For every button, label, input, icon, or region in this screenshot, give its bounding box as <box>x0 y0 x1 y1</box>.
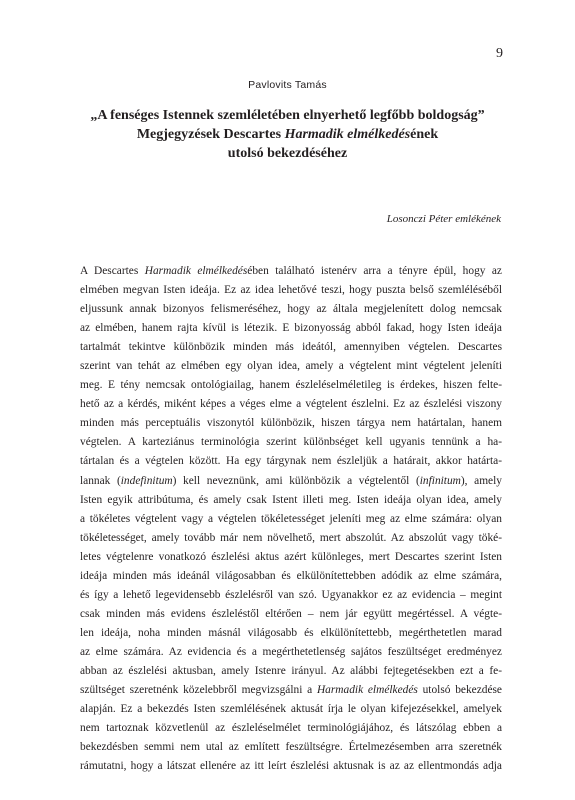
text-line: Isten egyik attribútuma, és amely csak Istent illeti meg. Isten ideája olyan idea, amely <box>80 493 502 506</box>
text-line: letes végtelenre vonatkozó észlelési aktus azért különleges, mert Descartes szerint Isten <box>80 550 502 563</box>
text-span: utolsó bekezdése <box>417 684 502 697</box>
text-line: rámutatni, hogy a látszat ellenére az itt leírt észlelési aktusnak is az az ellentmondás adja <box>80 760 502 773</box>
text-span: lannak ( <box>80 474 121 487</box>
text-span: ében található istenérv arra a tényre épül, hogy az <box>247 265 502 277</box>
text-line: meg. E tény nemcsak ontológiailag, hanem észleléselméletileg is érdekes, hiszen felte- <box>80 379 502 392</box>
author-name: Pavlovits Tamás <box>248 79 327 91</box>
text-line: abban az észlelési aktusban, amely Istenre irányul. Az alábbi fejtegetésekben ezt a fe- <box>80 664 502 677</box>
text-line: tartalmát tekintve különbözik minden más ideától, amennyiben végtelen. Descartes <box>80 341 502 354</box>
title-line-2-pre: Megjegyzések Descartes <box>136 127 285 142</box>
text-line: csak minden más evidens észleléstől eltérően – nem jár együtt megértéssel. A végte- <box>80 607 502 620</box>
text-span: ) kell neveznünk, ami különbözik a végtelentől ( <box>172 474 420 487</box>
text-line: az elme számára. Az evidencia és a megérthetetlenség sajátos feszültséget eredményez <box>80 645 502 658</box>
text-span: ), amely <box>460 474 502 487</box>
text-line: az elmében, hanem rajta kívül is létezik. E bizonyosság abból fakad, hogy Isten ideája <box>80 322 502 335</box>
text-line: hető az a kérdés, miként képes a véges elme a végtelent észlelni. Ez az észlelési viszony <box>80 398 502 411</box>
text-line: alapján. Ez a bekezdés Isten szemlélésének aktusát írja le olyan kifejezésekkel, amelyek <box>80 703 502 716</box>
text-line: a tökéletes végtelent vagy a végtelen tökéletességet jeleníti meg az elme számára: olyan <box>80 512 502 525</box>
title-line-1: „A fenséges Istennek szemléletében elnyerhető legfőbb boldogság” <box>90 108 485 123</box>
italic-span: infinitum <box>419 474 461 487</box>
text-span: A Descartes <box>80 265 145 277</box>
dedication: Losonczi Péter emlékének <box>386 213 501 225</box>
text-line: elmében megvan Isten ideája. Ez az idea lehetővé teszi, hogy puszta belső szemléléséből <box>80 284 502 297</box>
text-line: tökéletességet, amely tovább már nem növelhető, mert abszolút. Az abszolút vagy töké- <box>80 531 502 544</box>
page-number: 9 <box>496 46 503 61</box>
title-line-2 <box>40 125 535 144</box>
text-line <box>80 262 502 281</box>
text-line: ideája minden más ideánál világosabban és elkülönítettebben adódik az elme számára, <box>80 569 502 582</box>
italic-span: indefinitum <box>120 474 173 487</box>
text-line: végtelen. A karteziánus terminológia szerint különbséget kell ugyanis tennünk a ha- <box>80 436 502 449</box>
title-line-3: utolsó bekezdéséhez <box>227 146 348 161</box>
body-paragraph <box>80 262 502 776</box>
italic-span: Harmadik elmélkedés <box>144 265 248 277</box>
text-line: len ideája, noha minden másnál világosabb és elkülönítettebb, megérthetetlen marad <box>80 626 502 639</box>
text-line: és így a lehető legevidensebb észlelésről van szó. Ugyanakkor ez az evidencia – megint <box>80 588 502 601</box>
title-line-2-post: ének <box>410 127 439 142</box>
text-line <box>80 681 502 700</box>
italic-span: Harmadik elmélkedés <box>316 684 418 697</box>
text-line: szerint van tehát az elmében egy olyan idea, amely a végtelent mint végtelent jeleníti <box>80 360 502 373</box>
text-line: tártalan és a végtelen között. Ha egy tárgynak nem észleljük a határait, akkor határta- <box>80 455 502 468</box>
title-line-2-italic: Harmadik elmélkedés <box>284 127 411 142</box>
text-line: bekezdésben semmi nem utal az említett feszültségre. Értelmezésemben arra szeretnék <box>80 741 502 754</box>
text-span: szültséget szeretnénk közelebbről megvizsgálni a <box>80 684 317 697</box>
text-line: nem tartoznak közvetlenül az észleléselmélet terminológiájához, és látszólag ebben a <box>80 722 502 735</box>
text-line <box>80 472 502 491</box>
text-line: eljussunk annak bizonyos felismeréséhez, hogy az általa megjelenített dolog nemcsak <box>80 303 502 316</box>
article-title <box>40 106 535 163</box>
text-line: minden más perceptuális viszonytól különbözik, hiszen tárgya nem határtalan, hanem <box>80 417 502 430</box>
